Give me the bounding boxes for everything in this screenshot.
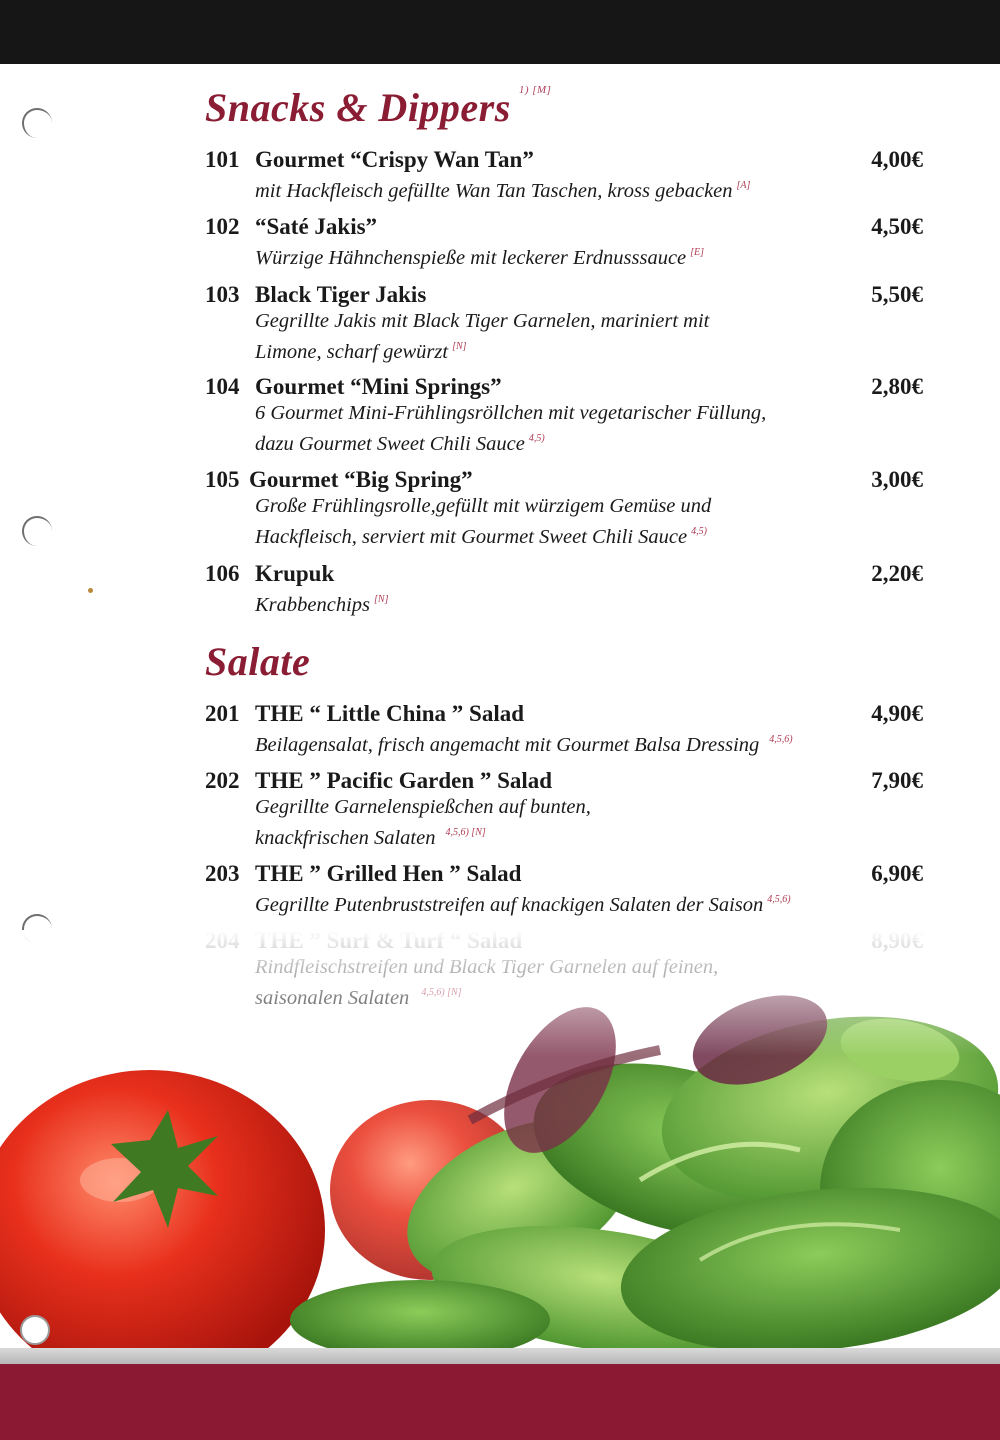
item-description: Hackfleisch, serviert mit Gourmet Sweet Chili Sauce: [255, 526, 688, 548]
item-description: 6 Gourmet Mini-Frühlingsröllchen mit vegetarischer Füllung,: [255, 402, 767, 424]
item-description: Gegrillte Garnelenspießchen auf bunten,: [255, 796, 591, 818]
item-description: Limone, scharf gewürzt: [255, 341, 449, 363]
item-price: 4,50€: [871, 214, 923, 239]
item-description: dazu Gourmet Sweet Chili Sauce: [255, 433, 525, 455]
menu-item: [205, 860, 923, 918]
section-title-salate: Salate: [205, 639, 311, 684]
section-title-snacks: Snacks & Dippers $^{1) [M]}$: [205, 84, 552, 130]
item-description: knackfrischen Salaten: [255, 827, 436, 849]
item-description: mit Hackfleisch gefüllte Wan Tan Taschen, kross gebacken: [255, 180, 733, 202]
item-description: Beilagensalat, frisch angemacht mit Gourmet Balsa Dressing: [255, 734, 760, 756]
menu-item: [205, 281, 923, 365]
footer-stripe: [0, 1348, 1000, 1364]
allergen-note: [N]: [452, 341, 467, 352]
item-price: 7,90€: [871, 768, 923, 793]
menu-item: [205, 146, 923, 204]
binder-hole: [22, 108, 52, 138]
item-price: 5,50€: [871, 282, 923, 307]
item-name: THE “ Little China ” Salad: [255, 701, 525, 726]
menu-item: [205, 373, 923, 457]
allergen-note: [N]: [374, 594, 389, 605]
item-number: 105: [205, 467, 240, 492]
item-number: 103: [205, 282, 240, 307]
item-price: 2,80€: [871, 374, 923, 399]
item-number: 203: [205, 861, 240, 886]
menu-item: [205, 466, 923, 550]
allergen-note: 4,5): [691, 526, 707, 537]
allergen-note: [A]: [736, 180, 751, 191]
item-name: Gourmet “Crispy Wan Tan”: [255, 147, 534, 172]
item-number: 102: [205, 214, 240, 239]
menu-item: [205, 560, 923, 618]
allergen-note: [E]: [690, 247, 705, 258]
top-bar: [0, 0, 1000, 64]
item-name: Black Tiger Jakis: [255, 282, 427, 307]
item-price: 6,90€: [871, 861, 923, 886]
allergen-note: 4,5,6) [N]: [445, 827, 486, 838]
item-number: 202: [205, 768, 240, 793]
item-number: 104: [205, 374, 240, 399]
binder-hole: [22, 516, 52, 546]
item-description: Krabbenchips: [255, 594, 371, 616]
allergen-note: 4,5,6): [767, 894, 791, 905]
paper-speck: [88, 588, 93, 593]
item-number: 101: [205, 147, 240, 172]
item-name: Gourmet “Mini Springs”: [255, 374, 502, 399]
item-name: THE ” Grilled Hen ” Salad: [255, 861, 522, 886]
menu-item: [205, 700, 923, 758]
item-description: Gegrillte Jakis mit Black Tiger Garnelen, mariniert mit: [255, 310, 710, 332]
item-price: 3,00€: [871, 467, 923, 492]
item-price: 4,00€: [871, 147, 923, 172]
binder-hole: [20, 1315, 50, 1345]
section-note: 1) [M]: [518, 84, 552, 96]
item-name: Gourmet “Big Spring”: [249, 467, 473, 492]
menu-item: [205, 767, 923, 851]
item-description: Große Frühlingsrolle,gefüllt mit würzigem Gemüse und: [255, 495, 712, 517]
item-price: 2,20€: [871, 561, 923, 586]
item-name: Krupuk: [255, 561, 335, 586]
salad-photo: [0, 930, 1000, 1350]
menu-item: [205, 213, 923, 271]
item-description: Würzige Hähnchenspieße mit leckerer Erdnusssauce: [255, 247, 687, 269]
item-description: Gegrillte Putenbruststreifen auf knackigen Salaten der Saison: [255, 894, 764, 916]
item-name: “Saté Jakis”: [255, 214, 378, 239]
item-number: 201: [205, 701, 240, 726]
item-number: 106: [205, 561, 240, 586]
item-name: THE ” Pacific Garden ” Salad: [255, 768, 553, 793]
allergen-note: 4,5): [528, 433, 545, 444]
item-price: 4,90€: [871, 701, 923, 726]
allergen-note: 4,5,6): [769, 734, 793, 745]
footer-band: [0, 1364, 1000, 1440]
